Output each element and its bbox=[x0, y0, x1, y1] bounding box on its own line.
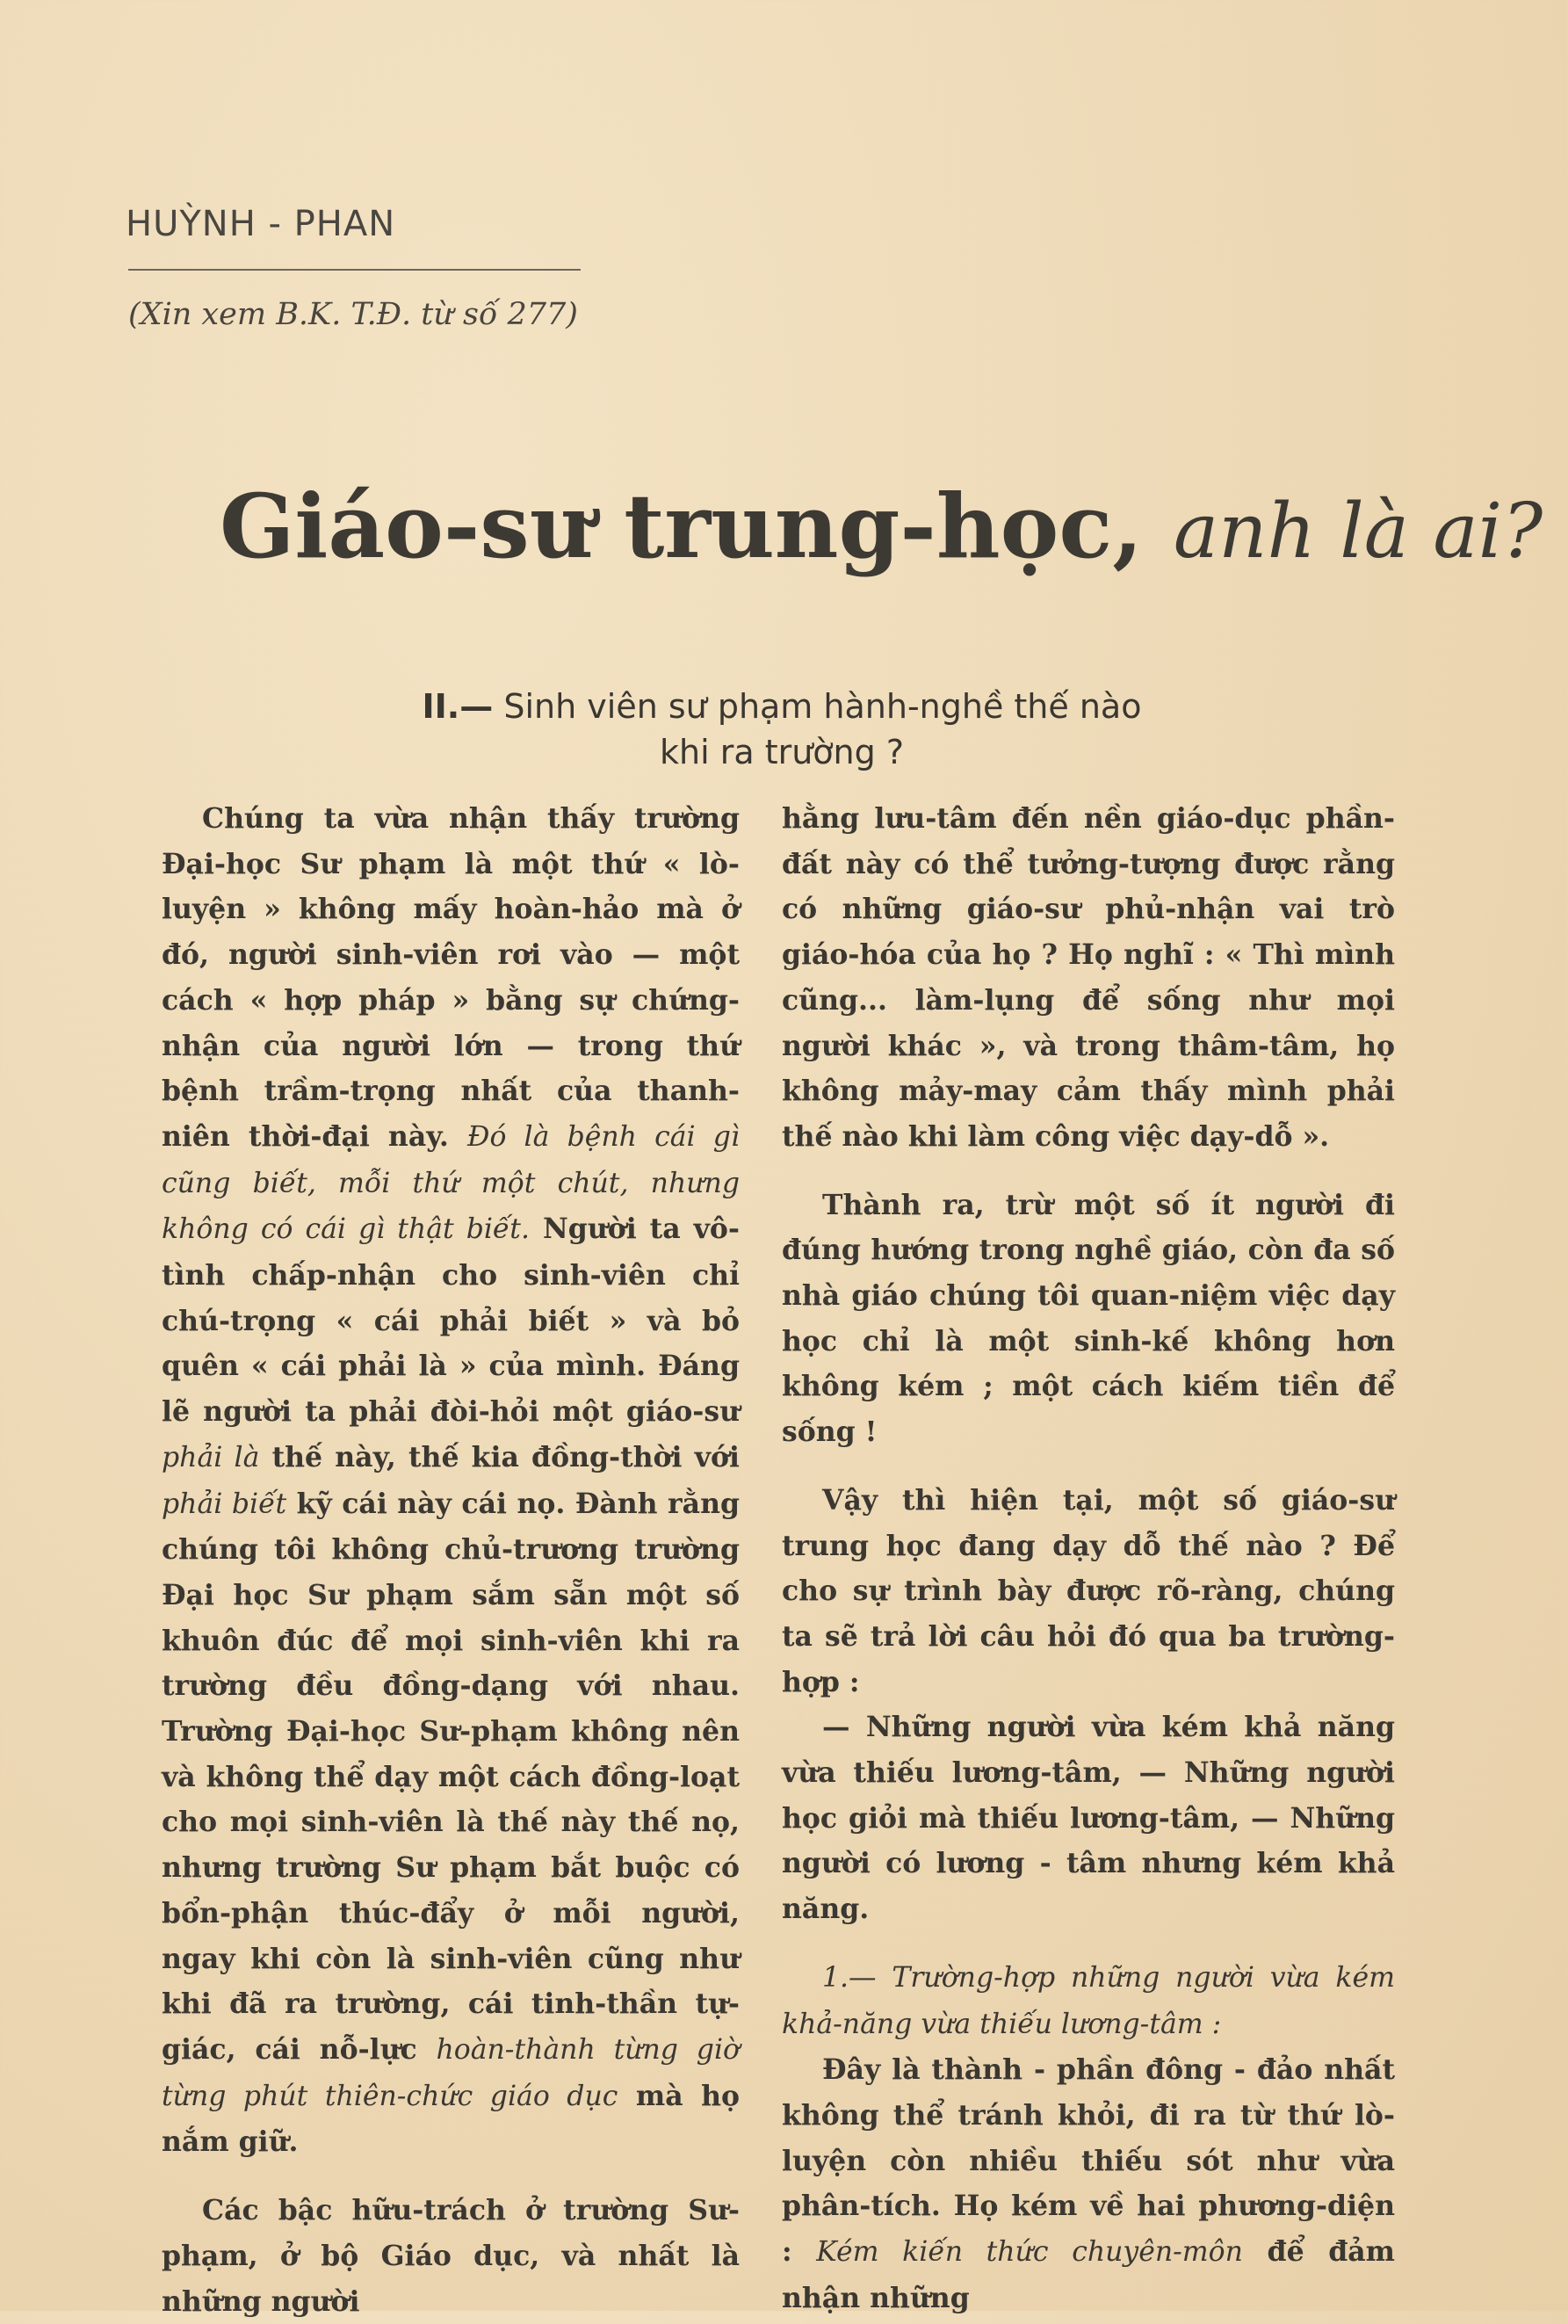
italic-run: Kém kiến thức chuyên-môn bbox=[816, 2236, 1243, 2269]
section-heading bbox=[264, 684, 1300, 775]
text-run: kỹ cái này cái nọ. Đành rằng chúng tôi không chủ-trương trường Đại học Sư phạm sắm sẵn một số khuôn đúc để mọi sinh-viên khi ra trường đều đồng-dạng với nhau. Trường Đại-học Sư-phạm không nên và không thể dạy một cách đồng-loạt cho mọi sinh-viên là thế này thế nọ, nhưng trường Sư phạm bắt buộc có bổn-phận thúc-đẩy ở mỗi người, ngay khi còn là sinh-viên cũng như khi đã ra trường, cái tinh-thần tự-giác, cái nỗ-lực bbox=[162, 1487, 740, 2066]
right-paragraph-2: Thành ra, trừ một số ít người đi đúng hướng trong nghề giáo, còn đa số nhà giáo chúng tôi quan-niệm việc dạy học chỉ là một sinh-kế không hơn không kém ; một cách kiếm tiền để sống ! bbox=[782, 1188, 1395, 1449]
italic-run: 1.— Trường-hợp những người vừa kém khả-năng vừa thiếu lương-tâm : bbox=[782, 1961, 1395, 2040]
section-title-line1: Sinh viên sư phạm hành-nghề thế nào bbox=[503, 687, 1142, 726]
text-run: Người ta vô-tình chấp-nhận cho sinh-viên chỉ chú-trọng « cái phải biết » và bỏ quên « cái phải là » của mình. Đáng lẽ người ta phải đòi-hỏi một giáo-sư bbox=[162, 1213, 741, 1429]
left-column bbox=[162, 796, 740, 2324]
author-name: HUỲNH - PHAN bbox=[126, 204, 396, 244]
left-paragraph-2: Các bậc hữu-trách ở trường Sư-phạm, ở bộ Giáo dục, và nhất là những người bbox=[162, 2194, 740, 2318]
title-main: Giáo-sư trung-học, bbox=[220, 474, 1144, 578]
text-run: Đây là thành - phần đông - đảo nhất không thể tránh khỏi, đi ra từ thứ lò-luyện còn nhiều thiếu sót như vừa phân-tích. Họ kém về hai phương-diện : bbox=[782, 2053, 1395, 2269]
text-run: Chúng ta vừa nhận thấy trường Đại-học Sư phạm là một thứ « lò-luyện » không mấy hoàn-hảo mà ở đó, người sinh-viên rơi vào — một cách « hợp pháp » bằng sự chứng-nhận của người lớn — trong thứ bệnh trầm-trọng nhất của thanh-niên thời-đại này. bbox=[162, 802, 740, 1153]
right-column bbox=[782, 796, 1395, 2321]
italic-run: phải là bbox=[162, 1441, 260, 1473]
title-italic: anh là ai? bbox=[1173, 488, 1543, 576]
right-subheading bbox=[782, 1955, 1395, 2047]
italic-run: phải biết bbox=[162, 1488, 287, 1520]
section-title-line2: khi ra trường ? bbox=[659, 733, 905, 771]
right-paragraph-1: hằng lưu-tâm đến nền giáo-dục phần-đất này có thể tưởng-tượng được rằng có những giáo-sư phủ-nhận vai trò giáo-hóa của họ ? Họ nghĩ : « Thì mình cũng... làm-lụng để sống như mọi người khác », và trong thâm-tâm, họ không mảy-may cảm thấy mình phải thế nào khi làm công việc dạy-dỗ ». bbox=[782, 802, 1395, 1153]
article-title bbox=[220, 474, 1543, 578]
right-paragraph-5 bbox=[782, 2047, 1395, 2320]
right-paragraph-4: — Những người vừa kém khả năng vừa thiếu lương-tâm, — Những người học giỏi mà thiếu lương-tâm, — Những người có lương - tâm nhưng kém khả năng. bbox=[782, 1711, 1395, 1926]
italic-run: hoàn-thành từng giờ từng phút thiên-chức giáo dục bbox=[162, 2033, 740, 2112]
series-reference: (Xin xem B.K. T.Đ. từ số 277) bbox=[128, 297, 578, 332]
left-paragraph-1 bbox=[162, 796, 740, 2165]
italic-run: Đó là bệnh cái gì cũng biết, mỗi thứ một chút, nhưng không có cái gì thật biết. bbox=[162, 1120, 740, 1246]
header-divider bbox=[128, 269, 581, 271]
section-number: II.— bbox=[422, 687, 494, 726]
right-paragraph-3: Vậy thì hiện tại, một số giáo-sư trung học đang dạy dỗ thế nào ? Để cho sự trình bày được rõ-ràng, chúng ta sẽ trả lời câu hỏi đó qua ba trường-hợp : bbox=[782, 1483, 1395, 1698]
text-run: để đảm nhận những bbox=[782, 2235, 1396, 2314]
text-run: mà họ nắm giữ. bbox=[162, 2079, 741, 2159]
text-run: thế này, thế kia đồng-thời với bbox=[271, 1440, 740, 1473]
